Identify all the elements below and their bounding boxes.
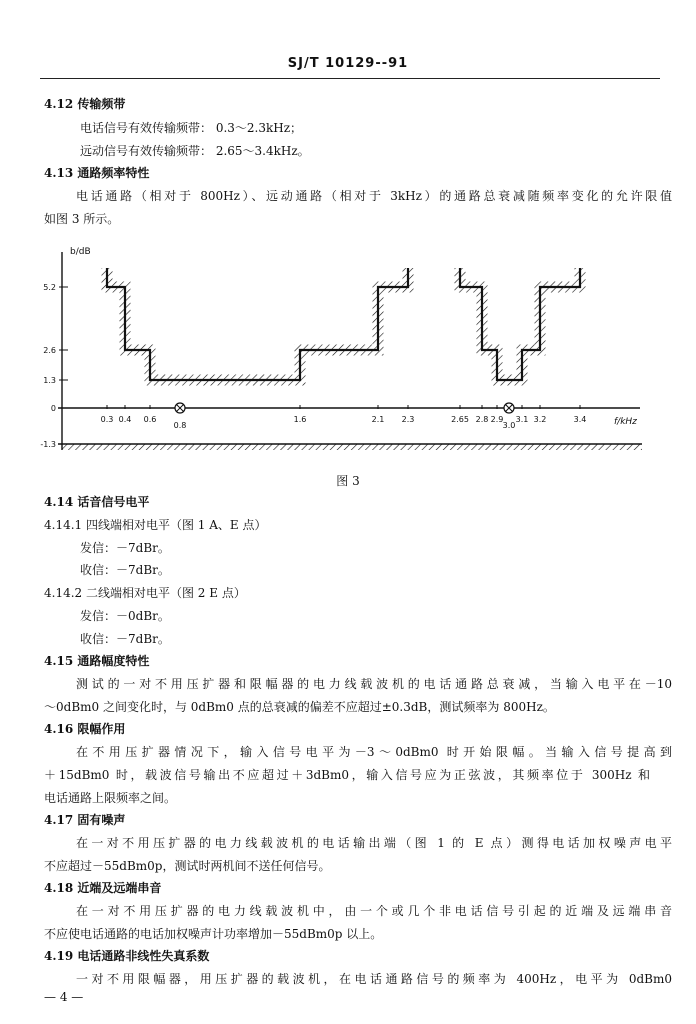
section-4-14-1-receive: 收信：－7dBr。 bbox=[80, 563, 170, 577]
section-4-15-line-2: ～0dBm0 之间变化时，与 0dBm0 点的总衰减的偏差不应超过±0.3dB，测试频率为 800Hz。 bbox=[44, 700, 555, 714]
limit-hatch-series-2 bbox=[460, 268, 580, 380]
limit-hatch-series-1 bbox=[107, 268, 408, 380]
section-4-18-line-1: 在一对不用压扩器的电力线载波机中，由一个或几个非电话信号引起的近端及远端串音 bbox=[76, 904, 672, 918]
x-tick-label: 2.9 bbox=[490, 415, 504, 424]
section-4-16-line-3: 电话通路上限频率之间。 bbox=[44, 791, 177, 805]
y-tick-label: 2.6 bbox=[43, 346, 56, 355]
section-4-14-2-send: 发信：－0dBr。 bbox=[80, 609, 170, 623]
section-4-14-2-heading: 4.14.2 二线端相对电平（图 2 E 点） bbox=[44, 586, 246, 600]
y-tick-label: 1.3 bbox=[43, 376, 56, 385]
section-4-18-heading: 4.18 近端及远端串音 bbox=[44, 881, 162, 895]
section-4-19-heading: 4.19 电话通路非线性失真系数 bbox=[44, 949, 210, 963]
section-4-12-line-1: 电话信号有效传输频带： 0.3～2.3kHz； bbox=[80, 121, 303, 135]
section-4-18-line-2: 不应使电话通路的电话加权噪声计功率增加－55dBm0p 以上。 bbox=[44, 927, 383, 941]
section-4-16-heading: 4.16 限幅作用 bbox=[44, 722, 126, 736]
section-4-14-1-send: 发信：－7dBr。 bbox=[80, 541, 170, 555]
x-tick-label: 0.4 bbox=[118, 415, 132, 424]
x-tick-label: 3.2 bbox=[533, 415, 547, 424]
section-4-12-heading: 4.12 传输频带 bbox=[44, 97, 126, 111]
y-tick-label: 0 bbox=[50, 404, 56, 413]
x-tick-label: 3.0 bbox=[502, 421, 516, 430]
page-number: — 4 — bbox=[44, 990, 84, 1004]
section-4-14-2-receive: 收信：－7dBr。 bbox=[80, 632, 170, 646]
section-4-15-heading: 4.15 通路幅度特性 bbox=[44, 654, 150, 668]
y-tick-label: 5.2 bbox=[43, 283, 56, 292]
section-4-14-1-heading: 4.14.1 四线端相对电平（图 1 A、E 点） bbox=[44, 518, 267, 532]
y-tick-label: -1.3 bbox=[40, 440, 56, 449]
x-tick-label: 2.1 bbox=[371, 415, 385, 424]
x-tick-label: 0.8 bbox=[173, 421, 187, 430]
x-tick-label: 3.1 bbox=[515, 415, 529, 424]
x-tick-label: 1.6 bbox=[293, 415, 307, 424]
section-4-13-line-2: 如图 3 所示。 bbox=[44, 212, 120, 226]
section-4-15-line-1: 测试的一对不用压扩器和限幅器的电力线载波机的电话通路总衰减，当输入电平在－10 bbox=[76, 677, 672, 691]
section-4-13-line-1: 电话通路（相对于 800Hz）、远动通路（相对于 3kHz）的通路总衰减随频率变化的允许限值 bbox=[76, 189, 672, 203]
section-4-16-line-2: ＋15dBm0 时，载波信号输出不应超过＋3dBm0，输入信号应为正弦波，其频率位于 300Hz 和 bbox=[44, 768, 650, 782]
frequency-characteristic-chart bbox=[0, 228, 696, 463]
x-tick-label: 2.3 bbox=[401, 415, 415, 424]
x-tick-label: 3.4 bbox=[573, 415, 587, 424]
header-rule bbox=[40, 78, 660, 79]
lower-limit-hatch bbox=[62, 444, 642, 450]
x-tick-label: 0.6 bbox=[143, 415, 157, 424]
section-4-19-line-1: 一对不用限幅器，用压扩器的载波机，在电话通路信号的频率为 400Hz，电平为 0dBm0 bbox=[76, 972, 672, 986]
section-4-16-line-1: 在不用压扩器情况下，输入信号电平为－3～0dBm0 时开始限幅。当输入信号提高到 bbox=[76, 745, 672, 759]
x-tick-label: 2.8 bbox=[475, 415, 489, 424]
section-4-12-line-2: 远动信号有效传输频带： 2.65～3.4kHz。 bbox=[80, 144, 310, 158]
x-tick-label: 2.65 bbox=[451, 415, 469, 424]
section-4-14-heading: 4.14 话音信号电平 bbox=[44, 495, 150, 509]
x-tick-label: 0.3 bbox=[100, 415, 114, 424]
y-axis-label: b/dB bbox=[70, 247, 91, 257]
section-4-17-line-1: 在一对不用压扩器的电力线载波机的电话输出端（图 1 的 E 点）测得电话加权噪声电平 bbox=[76, 836, 672, 850]
section-4-13-heading: 4.13 通路频率特性 bbox=[44, 166, 150, 180]
figure-caption: 图 3 bbox=[336, 474, 360, 488]
section-4-17-heading: 4.17 固有噪声 bbox=[44, 813, 126, 827]
section-4-17-line-2: 不应超过－55dBm0p，测试时两机间不送任何信号。 bbox=[44, 859, 331, 873]
standard-number: SJ/T 10129--91 bbox=[287, 56, 409, 71]
x-axis-label: f/kHz bbox=[614, 417, 637, 427]
